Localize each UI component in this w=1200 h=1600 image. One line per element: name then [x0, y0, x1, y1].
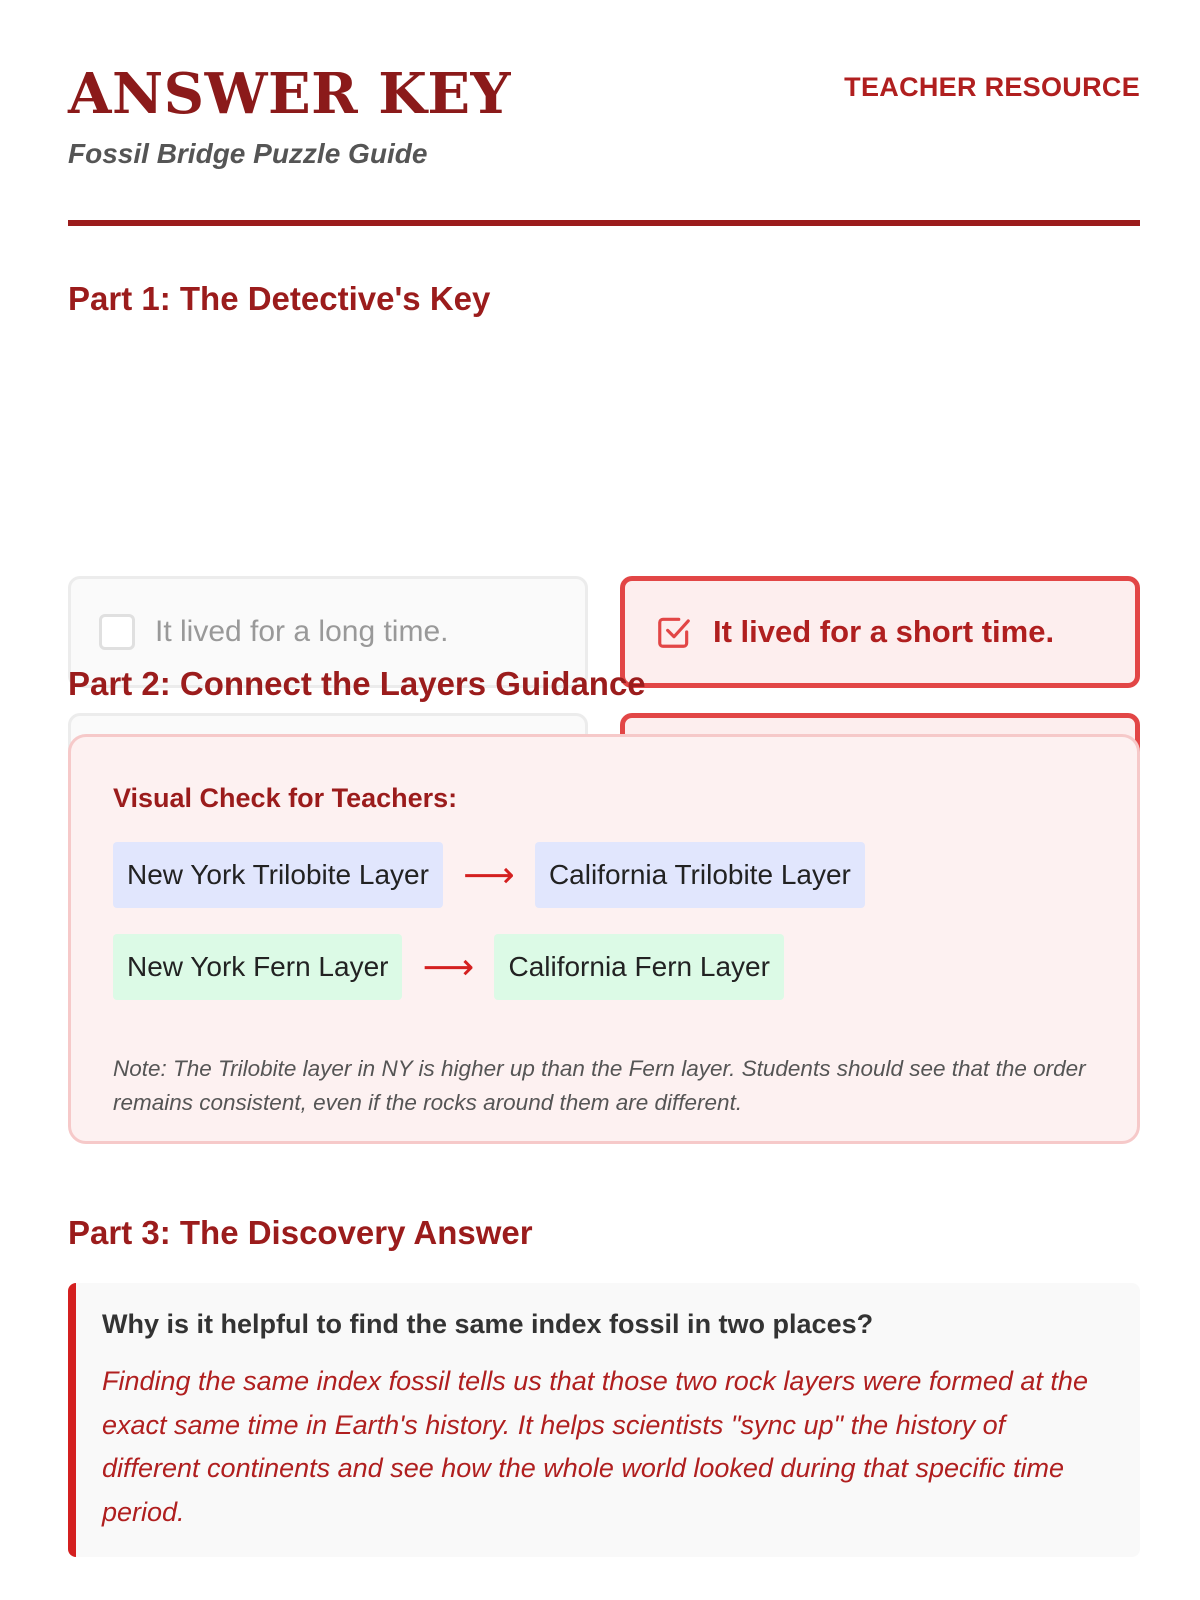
- teacher-note: Note: The Trilobite layer in NY is higher up than the Fern layer. Students should see that the order remains consistent, even if the rocks around them are different.: [113, 1056, 1086, 1115]
- layers-guidance-panel: [68, 734, 1140, 1144]
- part1-title: Part 1: The Detective's Key: [68, 280, 491, 317]
- checked-box-icon[interactable]: [655, 613, 693, 651]
- discovery-answer: Finding the same index fossil tells us that those two rock layers were formed at the exact same time in Earth's history. It helps scientists "sync up" the history of different continents and see how the whole world looked during that specific time period.: [102, 1366, 1088, 1527]
- option-label: It lived for a short time.: [713, 614, 1055, 649]
- empty-checkbox-icon[interactable]: [99, 614, 135, 650]
- header-divider: [68, 220, 1140, 226]
- answer-key-page: [68, 0, 1140, 1527]
- ny-trilobite-layer-chip: New York Trilobite Layer: [113, 842, 443, 908]
- ny-fern-layer-chip: New York Fern Layer: [113, 934, 402, 1000]
- part2-title: Part 2: Connect the Layers Guidance: [68, 665, 646, 702]
- teacher-resource-label: TEACHER RESOURCE: [844, 72, 1140, 102]
- option-label: It lived for a long time.: [155, 615, 449, 648]
- visual-check-label: Visual Check for Teachers:: [113, 783, 458, 813]
- header: [68, 0, 1140, 228]
- right-arrow-icon: ⟶: [422, 946, 475, 987]
- page-title: ANSWER KEY: [68, 61, 512, 127]
- discovery-answer-box: [68, 1283, 1140, 1557]
- ca-trilobite-layer-chip: California Trilobite Layer: [535, 842, 865, 908]
- discovery-question: Why is it helpful to find the same index fossil in two places?: [102, 1309, 874, 1339]
- fern-layer-pair: [113, 934, 784, 1000]
- page-subtitle: Fossil Bridge Puzzle Guide: [68, 138, 428, 169]
- trilobite-layer-pair: [113, 842, 865, 908]
- ca-fern-layer-chip: California Fern Layer: [494, 934, 783, 1000]
- option-short-time[interactable]: [620, 576, 1140, 688]
- right-arrow-icon: ⟶: [463, 854, 515, 895]
- part3-title: Part 3: The Discovery Answer: [68, 1214, 533, 1251]
